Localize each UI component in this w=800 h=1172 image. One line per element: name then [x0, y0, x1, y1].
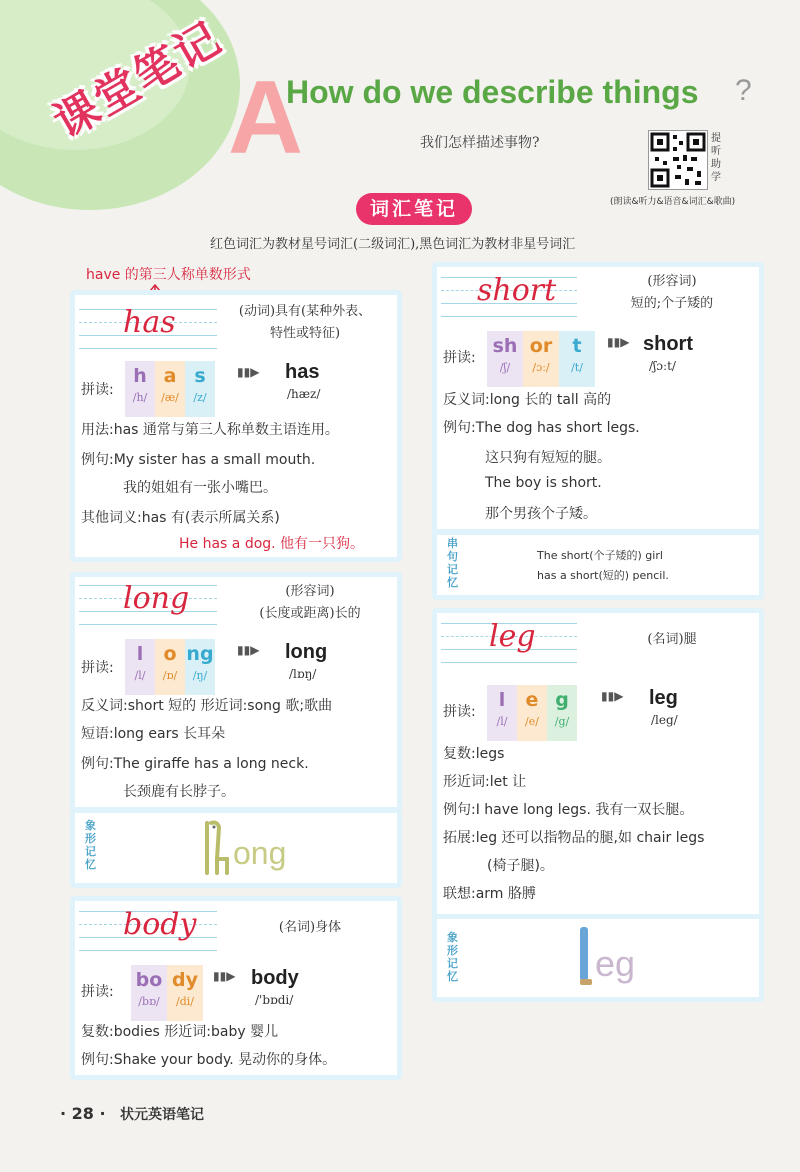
memory-word: eg [595, 943, 636, 984]
phrase-line: 短语:long ears 长耳朵 [81, 726, 226, 742]
phonics-tiles [487, 685, 577, 741]
qr-code-icon[interactable] [648, 130, 708, 190]
example-line: 例句:Shake your body. 晃动你的身体。 [81, 1052, 337, 1068]
phonics-tile[interactable]: s /z/ [185, 361, 215, 417]
similar-word-line: 形近词:let 让 [443, 774, 527, 790]
page-title: How do we describe things [286, 74, 699, 110]
part-of-speech: (形容词) (长度或距离)长的 [259, 584, 361, 621]
extension-line-2: (椅子腿)。 [487, 858, 554, 874]
memory-label: 象 形 记 忆 [447, 931, 458, 983]
sentence-memory-line: has a short(短的) pencil. [537, 569, 669, 582]
example-line: 例句:My sister has a small mouth. [81, 452, 316, 468]
phonics-tile[interactable]: g /g/ [547, 685, 577, 741]
full-word: body [251, 967, 299, 989]
phonics-tile[interactable]: bo /bɒ/ [131, 965, 167, 1021]
word-card-body [70, 896, 402, 1080]
giraffe-icon [197, 819, 231, 875]
headword: leg [489, 619, 536, 654]
spell-label: 拼读: [81, 984, 114, 1000]
part-of-speech: (名词)腿 [647, 632, 697, 647]
full-word: has [285, 361, 320, 383]
antonym-line: 反义词:short 短的 形近词:song 歌;歌曲 [81, 698, 333, 714]
vocab-note: 红色词汇为教材星号词汇(二级词汇),黑色词汇为教材非星号词汇 [210, 237, 576, 252]
spell-label: 拼读: [81, 382, 114, 398]
title-question-mark: ? [735, 74, 752, 107]
phonics-tile[interactable]: ng /ŋ/ [185, 639, 215, 695]
headword: short [477, 273, 557, 308]
other-example: He has a dog. 他有一只狗。 [179, 536, 365, 552]
full-ipa: /lɒŋ/ [289, 667, 317, 681]
word-card-short [432, 262, 764, 534]
full-ipa: /ʃɔːt/ [649, 359, 676, 373]
phonics-tile[interactable]: a /æ/ [155, 361, 185, 417]
section-badge: 课堂笔记 [45, 12, 231, 149]
page-subtitle: 我们怎样描述事物? [420, 135, 540, 151]
full-ipa: /leg/ [651, 713, 678, 727]
play-arrow-icon[interactable]: ▮▮▶ [237, 643, 260, 657]
phonics-tile[interactable]: t /t/ [559, 331, 595, 387]
memory-label: 串 句 记 忆 [447, 537, 458, 589]
qr-label: 提 听 助 学 [711, 133, 721, 183]
leg-icon [577, 925, 593, 989]
word-card-has [70, 290, 402, 562]
has-annotation: have 的第三人称单数形式 [86, 267, 251, 283]
spell-label: 拼读: [81, 660, 114, 676]
play-arrow-icon[interactable]: ▮▮▶ [213, 969, 236, 983]
phonics-tile[interactable]: h /h/ [125, 361, 155, 417]
example-line: 例句:I have long legs. 我有一双长腿。 [443, 802, 694, 818]
phonics-tile[interactable]: or /ɔː/ [523, 331, 559, 387]
play-arrow-icon[interactable]: ▮▮▶ [607, 335, 630, 349]
phonics-tile[interactable]: sh /ʃ/ [487, 331, 523, 387]
example-line: 例句:The giraffe has a long neck. [81, 756, 309, 772]
full-word: long [285, 641, 328, 663]
full-word: leg [649, 687, 678, 709]
usage-line: 用法:has 通常与第三人称单数主语连用。 [81, 422, 339, 438]
sentence-memory-line: The short(个子矮的) girl [537, 549, 663, 562]
phonics-tiles [131, 965, 203, 1021]
phonics-tile[interactable]: l /l/ [125, 639, 155, 695]
play-arrow-icon[interactable]: ▮▮▶ [237, 365, 260, 379]
plural-line: 复数:bodies 形近词:baby 婴儿 [81, 1024, 279, 1040]
full-word: short [643, 333, 693, 355]
example-translation: 我的姐姐有一张小嘴巴。 [123, 480, 277, 496]
phonics-tile[interactable]: dy /di/ [167, 965, 203, 1021]
headword: body [123, 907, 197, 942]
part-of-speech: (形容词) 短的;个子矮的 [630, 274, 714, 311]
memory-word: ong [233, 835, 287, 871]
phonics-tiles [487, 331, 595, 387]
word-card-leg [432, 608, 764, 920]
phonics-tiles [125, 639, 215, 695]
section-letter: A [228, 60, 304, 176]
vocab-notes-badge: 词汇笔记 [356, 193, 472, 225]
headword: long [123, 581, 190, 616]
spell-label: 拼读: [443, 704, 476, 720]
part-of-speech: (名词)身体 [278, 920, 342, 935]
phonics-tile[interactable]: e /e/ [517, 685, 547, 741]
qr-caption: (朗读&听力&语音&词汇&歌曲) [610, 197, 736, 207]
phonics-tiles [125, 361, 215, 417]
word-card-long [70, 572, 402, 812]
memory-box-leg [432, 914, 764, 1002]
part-of-speech: (动词)具有(某种外表、 特性或特征) [238, 304, 372, 341]
example-translation: 长颈鹿有长脖子。 [123, 784, 235, 800]
antonym-line: 反义词:long 长的 tall 高的 [443, 392, 612, 408]
example-translation: 这只狗有短短的腿。 [485, 450, 611, 466]
full-ipa: /hæz/ [287, 387, 321, 401]
memory-label: 象 形 记 忆 [85, 819, 96, 871]
memory-box-short [432, 530, 764, 600]
page-number: · 28 · [60, 1104, 106, 1123]
example-line-2: The boy is short. [485, 475, 602, 491]
association-line: 联想:arm 胳膊 [443, 886, 536, 902]
spell-label: 拼读: [443, 350, 476, 366]
extension-line: 拓展:leg 还可以指物品的腿,如 chair legs [443, 830, 705, 846]
full-ipa: /'bɒdi/ [255, 993, 294, 1007]
headword: has [123, 305, 176, 340]
plural-line: 复数:legs [443, 746, 505, 762]
book-title: 状元英语笔记 [120, 1107, 204, 1123]
play-arrow-icon[interactable]: ▮▮▶ [601, 689, 624, 703]
example-translation-2: 那个男孩个子矮。 [485, 506, 597, 522]
phonics-tile[interactable]: l /l/ [487, 685, 517, 741]
other-meaning: 其他词义:has 有(表示所属关系) [81, 510, 280, 526]
example-line: 例句:The dog has short legs. [443, 420, 640, 436]
memory-box-long [70, 808, 402, 888]
phonics-tile[interactable]: o /ɒ/ [155, 639, 185, 695]
